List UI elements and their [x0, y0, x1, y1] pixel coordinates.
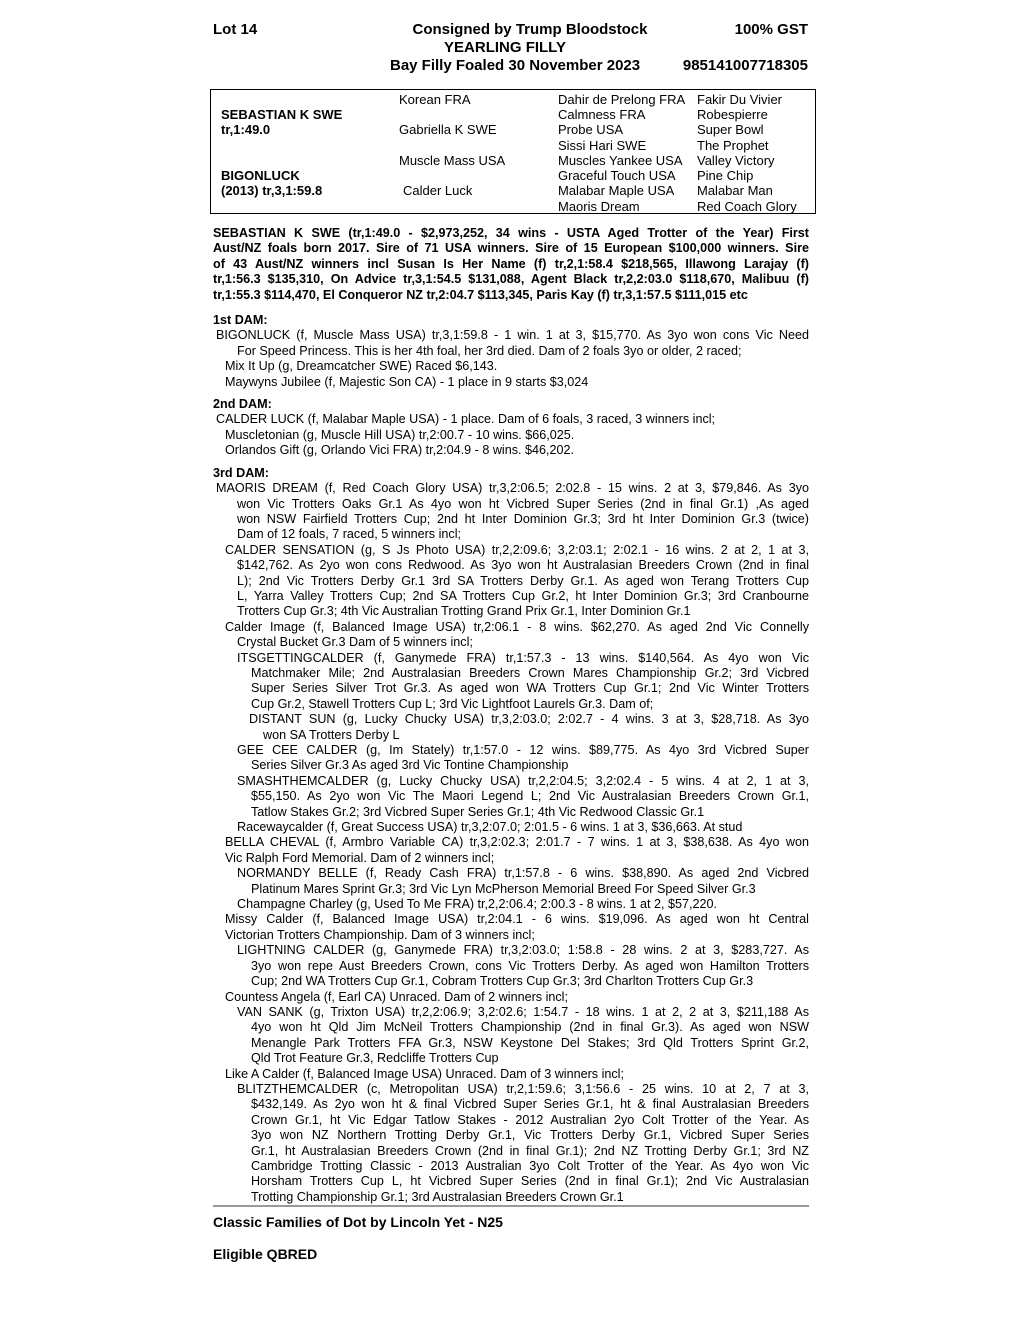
text-line: 4yo won ht Qld Jim McNeil Trotters Championship (2nd in final Gr.3). As aged won NSW: [251, 1020, 809, 1035]
eligibility-note: Eligible QBRED: [213, 1246, 318, 1262]
text-line: Trotting Championship Gr.1; 3rd Australasian Breeders Crown Gr.1: [251, 1189, 624, 1204]
text-line: won NSW Fairfield Trotters Cup; 2nd ht Inter Dominion Gr.3; 3rd ht Inter Dominion Gr.3 (twice): [237, 511, 809, 526]
sire-summary: [213, 226, 809, 303]
gen3-ancestor: Malabar Maple USA: [558, 183, 675, 198]
gen4-ancestor: Valley Victory: [697, 153, 775, 168]
text-line: Mix It Up (g, Dreamcatcher SWE) Raced $6,143.: [225, 359, 498, 374]
text-line: Racewaycalder (f, Great Success USA) tr,3,2:07.0; 2:01.5 - 6 wins. 1 at 3, $36,663. At stud: [237, 820, 743, 835]
gen4-ancestor: Malabar Man: [697, 183, 773, 198]
first-dam-section: [213, 328, 809, 390]
text-line: tr,1:56.3 $135,310, On Advice tr,3,1:54.5 $131,088, Agent Black tr,2,2:03.0 $118,670, Malibuu (f): [213, 272, 809, 287]
text-line: BELLA CHEVAL (f, Armbro Variable CA) tr,3,2:02.3; 2:01.7 - 7 wins. 1 at 3, $38,638. As 4yo won: [225, 835, 809, 850]
text-line: Crystal Bucket Gr.3 Dam of 5 winners incl;: [237, 635, 473, 650]
microchip-number: 985141007718305: [682, 57, 808, 74]
gen3-ancestor: Maoris Dream: [558, 199, 640, 214]
consignor: Consigned by Trump Bloodstock: [412, 21, 648, 38]
sire-record: tr,1:49.0: [221, 122, 271, 137]
text-line: L, Yarra Valley Trotters Cup; 2nd SA Trotters Cup Gr.2, ht Inter Dominion Gr.3; 3rd Cranbourne: [237, 588, 809, 603]
sire-sire: Korean FRA: [399, 92, 471, 107]
gen3-ancestor: Dahir de Prelong FRA: [558, 92, 686, 107]
text-line: $55,150. As 2yo won Vic The Maori Legend L; 2nd Vic Australasian Breeders Crown Gr.1,: [251, 789, 809, 804]
text-line: Crown Gr.1, ht Vic Edgar Tatlow Stakes - 2012 Australian 2yo Colt Trotter of the Year. As: [251, 1112, 809, 1127]
text-line: CALDER SENSATION (g, S Js Photo USA) tr,2,2:09.6; 3,2:03.1; 2:02.1 - 16 wins. 2 at 2, 1 at 3,: [225, 542, 809, 557]
gen4-ancestor: Red Coach Glory: [697, 199, 797, 214]
text-line: Muscletonian (g, Muscle Hill USA) tr,2:00.7 - 10 wins. $66,025.: [225, 427, 575, 442]
text-line: Calder Image (f, Balanced Image USA) tr,2:06.1 - 8 wins. $62,270. As aged 2nd Vic Connelly: [225, 619, 809, 634]
lot-number: Lot 14: [213, 21, 258, 38]
text-line: DISTANT SUN (g, Lucky Chucky USA) tr,3,2:03.0; 2:02.7 - 4 wins. 3 at 3, $28,718. As 3yo: [249, 712, 809, 727]
text-line: Trotters Cup Gr.3; 4th Vic Australian Trotting Grand Prix Gr.1, Inter Dominion Gr.1: [237, 604, 691, 619]
category: YEARLING FILLY: [444, 39, 566, 56]
text-line: Gr.1, ht Australasian Breeders Crown (2nd in final Gr.1); 2nd NZ Trotting Derby Gr.1; 3rd NZ: [251, 1143, 809, 1158]
text-line: tr,1:55.3 $114,470, El Conqueror NZ tr,2:04.7 $113,345, Paris Kay (f) tr,3,1:57.5 $111,015 etc: [213, 287, 748, 302]
text-line: Tatlow Stakes Gr.2; 3rd Vicbred Super Series Gr.1; 4th Vic Redwood Classic Gr.1: [251, 804, 705, 819]
text-line: Champagne Charley (g, Used To Me FRA) tr,2,2:06.4; 2:00.3 - 8 wins. 1 at 2, $57,220.: [237, 897, 717, 912]
sire-name: SEBASTIAN K SWE: [221, 107, 343, 122]
text-line: 3yo won repe Aust Breeders Crown, cons Vic Trotters Derby. As aged won Hamilton Trotters: [251, 958, 809, 973]
text-line: Platinum Mares Sprint Gr.3; 3rd Vic Lyn McPherson Memorial Breed For Speed Silver Gr.3: [251, 881, 756, 896]
text-line: Menangle Park Trotters FFA Gr.3, NSW Keystone Del Stakes; 3rd Qld Trotters Sprint Gr.2,: [251, 1035, 809, 1050]
text-line: $142,762. As 2yo won cons Redwood. As 3yo won ht Australasian Breeders Crown (2nd in final: [237, 558, 809, 573]
text-line: BIGONLUCK (f, Muscle Mass USA) tr,3,1:59.8 - 1 win. 1 at 3, $15,770. As 3yo won cons Vic Need: [216, 328, 809, 343]
text-line: Matchmaker Mile; 2nd Australasian Breeders Crown Mares Championship Gr.2; 3rd Vicbred: [251, 665, 809, 680]
text-line: CALDER LUCK (f, Malabar Maple USA) - 1 place. Dam of 6 foals, 3 raced, 3 winners incl;: [216, 412, 716, 427]
section-heading: 2nd DAM:: [213, 397, 272, 412]
text-line: Aust/NZ foals born 2017. Sire of 71 USA winners. Sire of 15 European $100,000 winners. Sire: [213, 241, 809, 256]
text-line: Vic Ralph Ford Memorial. Dam of 2 winners incl;: [225, 850, 495, 865]
gen4-ancestor: Pine Chip: [697, 168, 754, 183]
text-line: Countess Angela (f, Earl CA) Unraced. Dam of 2 winners incl;: [225, 989, 568, 1004]
foaling-details: Bay Filly Foaled 30 November 2023: [390, 57, 641, 74]
divider: [213, 1205, 809, 1207]
text-line: SEBASTIAN K SWE (tr,1:49.0 - $2,973,252, 34 wins - USTA Aged Trotter of the Year) First: [213, 226, 809, 240]
text-line: Maywyns Jubilee (f, Majestic Son CA) - 1 place in 9 starts $3,024: [225, 374, 589, 389]
text-line: Qld Trot Feature Gr.3, Redcliffe Trotters Cup: [251, 1051, 499, 1066]
text-line: 3yo won NZ Northern Trotting Derby Gr.1, Vic Trotters Derby Gr.1, Vicbred Super Series: [251, 1128, 809, 1143]
text-line: NORMANDY BELLE (f, Ready Cash FRA) tr,1:57.8 - 6 wins. $38,890. As aged 2nd Vicbred: [237, 866, 809, 881]
text-line: For Speed Princess. This is her 4th foal, her 3rd died. Dam of 2 foals 3yo or older, 2 raced;: [237, 343, 742, 358]
text-line: Cambridge Trotting Classic - 2013 Australian 3yo Colt Trotter of the Year. As 4yo won Vic: [251, 1158, 809, 1173]
dam-sire: Muscle Mass USA: [399, 153, 506, 168]
text-line: SMASHTHEMCALDER (g, Lucky Chucky USA) tr,2,2:04.5; 3,2:02.4 - 5 wins. 4 at 2, 1 at 3,: [237, 773, 809, 788]
section-heading: 1st DAM:: [213, 313, 268, 328]
text-line: LIGHTNING CALDER (g, Ganymede FRA) tr,3,2:03.0; 1:58.8 - 28 wins. 2 at 3, $283,727. As: [237, 943, 809, 958]
text-line: GEE CEE CALDER (g, Im Stately) tr,1:57.0 - 12 wins. $89,775. As 4yo 3rd Vicbred Super: [237, 743, 809, 757]
text-line: Super Series Silver Trot Gr.3. As aged won WA Trotters Cup Gr.1; 2nd Vic Winter Trotters: [251, 681, 809, 696]
text-line: Cup; 2nd WA Trotters Cup Gr.1, Cobram Trotters Cup Gr.3; 3rd Charlton Trotters Cup Gr.3: [251, 974, 754, 989]
text-line: Missy Calder (f, Balanced Image USA) tr,2:04.1 - 6 wins. $19,096. As aged won ht Central: [225, 912, 809, 927]
gen4-ancestor: Super Bowl: [697, 122, 764, 137]
gen3-ancestor: Sissi Hari SWE: [558, 138, 647, 153]
gst-status: 100% GST: [734, 21, 808, 38]
text-line: Cup Gr.2, Stawell Trotters Cup L; 3rd Vic Lightfoot Laurels Gr.3. Dam of;: [251, 696, 654, 711]
sire-dam: Gabriella K SWE: [399, 122, 497, 137]
catalogue-body: [213, 226, 809, 1205]
dam-dam: Calder Luck: [403, 183, 473, 198]
dam-record: (2013) tr,3,1:59.8: [221, 183, 323, 198]
text-line: Orlandos Gift (g, Orlando Vici FRA) tr,2:04.9 - 8 wins. $46,202.: [225, 443, 575, 458]
text-line: BLITZTHEMCALDER (c, Metropolitan USA) tr,2,1:59.6; 3,1:56.6 - 25 wins. 10 at 2, 7 at 3,: [237, 1081, 809, 1096]
gen3-ancestor: Probe USA: [558, 122, 624, 137]
text-line: VAN SANK (g, Trixton USA) tr,2,2:06.9; 3,2:02.6; 1:54.7 - 18 wins. 1 at 2, 2 at 3, $211,188 As: [237, 1004, 809, 1019]
third-dam-section: [213, 481, 809, 1205]
text-line: won SA Trotters Derby L: [263, 727, 400, 742]
text-line: $432,149. As 2yo won ht & final Vicbred Super Series Gr.1, ht & final Australasian Breeders: [251, 1097, 809, 1112]
text-line: of 43 Aust/NZ winners incl Susan Is Her Name (f) tr,2,1:58.4 $218,565, Illawong Larajay (f): [213, 256, 809, 271]
gen3-ancestor: Graceful Touch USA: [558, 168, 676, 183]
gen3-ancestor: Calmness FRA: [558, 107, 646, 122]
text-line: won Vic Trotters Oaks Gr.1 As 4yo won ht Vicbred Super Series (2nd in final Gr.1) ,As aged: [237, 496, 809, 511]
text-line: ITSGETTINGCALDER (f, Ganymede FRA) tr,1:57.3 - 13 wins. $140,564. As 4yo won Vic: [237, 650, 809, 665]
text-line: Victorian Trotters Championship. Dam of 3 winners incl;: [225, 927, 535, 942]
family-note: Classic Families of Dot by Lincoln Yet - N25: [213, 1214, 503, 1230]
text-line: Like A Calder (f, Balanced Image USA) Unraced. Dam of 3 winners incl;: [225, 1066, 624, 1081]
gen4-ancestor: Robespierre: [697, 107, 768, 122]
text-line: Dam of 12 foals, 7 raced, 5 winners incl;: [237, 527, 461, 542]
gen4-ancestor: The Prophet: [697, 138, 769, 153]
second-dam-section: [213, 412, 809, 458]
text-line: Series Silver Gr.3 As aged 3rd Vic Tontine Championship: [251, 758, 569, 773]
text-line: MAORIS DREAM (f, Red Coach Glory USA) tr,3,2:06.5; 2:02.8 - 15 wins. 2 at 3, $79,846. As 3yo: [216, 481, 809, 496]
dam-name: BIGONLUCK: [221, 168, 300, 183]
text-line: L); 2nd Vic Trotters Derby Gr.1 3rd SA Trotters Derby Gr.1. As aged won Terang Trotters Cup: [237, 573, 809, 588]
gen3-ancestor: Muscles Yankee USA: [558, 153, 683, 168]
section-heading: 3rd DAM:: [213, 465, 269, 480]
text-line: Horsham Trotters Cup L, ht Vicbred Super Series (2nd in final Gr.1); 2nd Vic Australasian: [251, 1174, 809, 1189]
gen4-ancestor: Fakir Du Vivier: [697, 92, 783, 107]
pedigree-table: [210, 89, 816, 214]
